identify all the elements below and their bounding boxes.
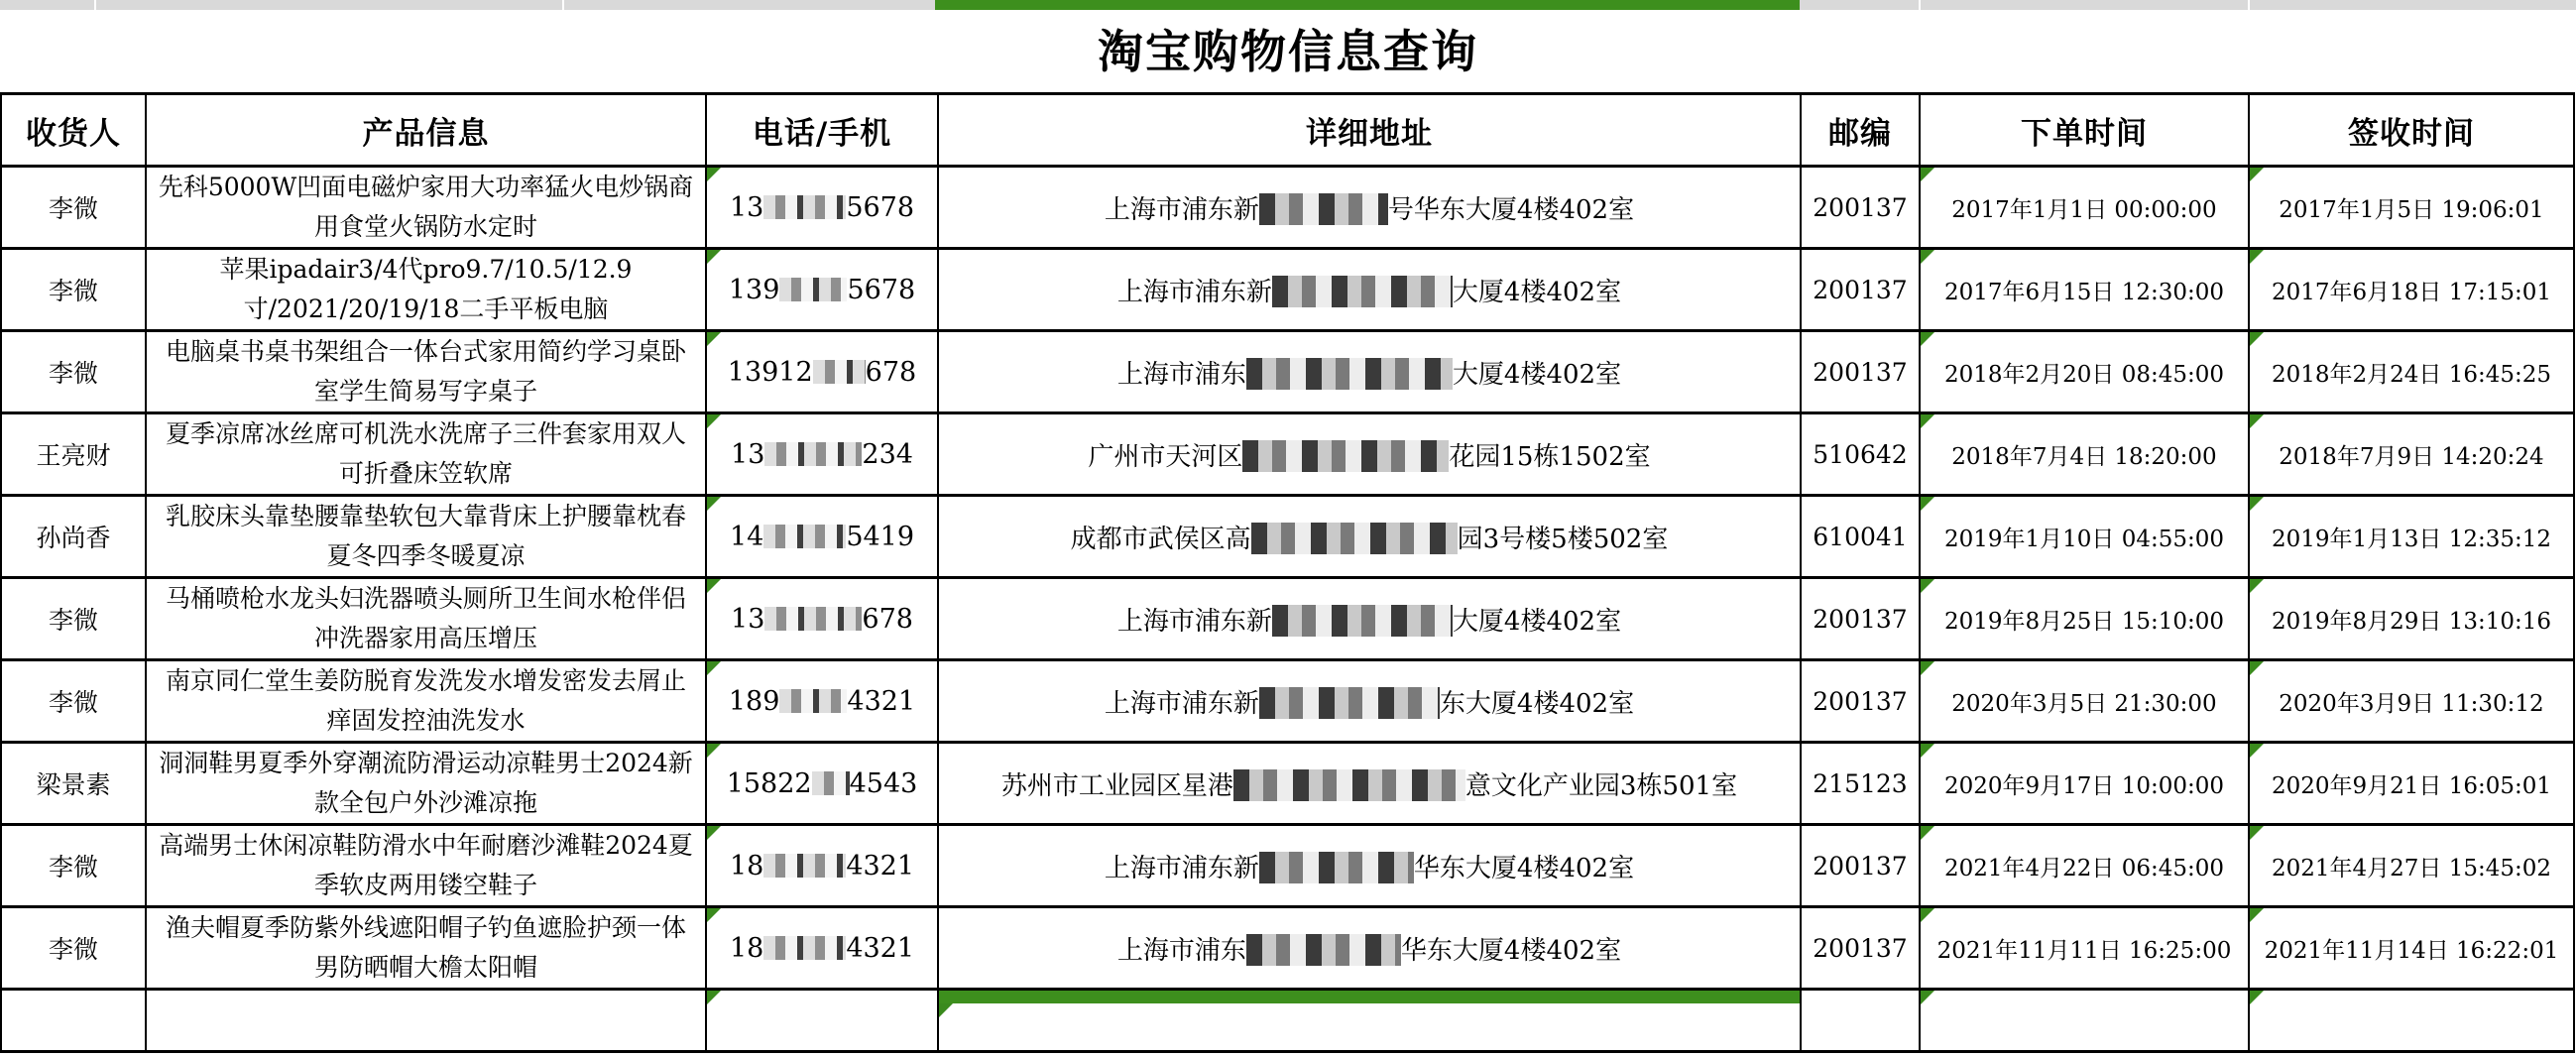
cell-text: 2018年7月9日 14:20:24 — [2279, 443, 2544, 470]
cell-address[interactable] — [938, 743, 1801, 825]
redaction-mosaic — [1259, 852, 1414, 883]
cell-phone[interactable] — [706, 496, 938, 578]
cell-order-time[interactable] — [1920, 743, 2249, 825]
cell-empty[interactable] — [146, 990, 706, 1052]
cell-text: 园3号楼5楼502室 — [1457, 524, 1669, 554]
cell-text: 678 — [862, 603, 913, 635]
cell-zip[interactable] — [1801, 578, 1920, 660]
cell-text: 14 — [729, 521, 764, 552]
column-strip-tick — [2248, 0, 2250, 10]
error-indicator-triangle — [2250, 168, 2264, 181]
cell-text: 李微 — [48, 359, 98, 388]
cell-product[interactable] — [146, 167, 706, 249]
cell-order-time[interactable] — [1920, 660, 2249, 743]
cell-empty[interactable] — [2249, 990, 2574, 1052]
spreadsheet-column-strip — [0, 0, 2576, 10]
column-strip-tick — [562, 0, 564, 10]
cell-order-time[interactable] — [1920, 249, 2249, 331]
table-row — [1, 578, 2574, 660]
cell-text: 2017年1月1日 00:00:00 — [1951, 196, 2217, 223]
redaction-mosaic — [1246, 934, 1401, 966]
selected-column-bar — [939, 991, 1800, 1003]
cell-phone[interactable] — [706, 907, 938, 990]
cell-product[interactable] — [146, 578, 706, 660]
col-header-phone[interactable]: 电话/手机 — [706, 94, 938, 167]
cell-address[interactable] — [938, 907, 1801, 990]
cell-text: 2020年9月17日 10:00:00 — [1943, 772, 2225, 799]
cell-phone[interactable] — [706, 167, 938, 249]
cell-text: 李微 — [48, 853, 98, 881]
cell-text: 渔夫帽夏季防紫外线遮阳帽子钓鱼遮脸护颈一体男防晒帽大檐太阳帽 — [165, 913, 686, 982]
cell-text: 18 — [729, 932, 764, 964]
cell-text: 上海市浦东新 — [1104, 853, 1259, 883]
cell-recipient[interactable] — [1, 743, 146, 825]
cell-text: 234 — [862, 438, 913, 470]
cell-product[interactable] — [146, 660, 706, 743]
col-header-product[interactable]: 产品信息 — [146, 94, 706, 167]
cell-address[interactable] — [938, 660, 1801, 743]
cell-text: 5419 — [846, 521, 915, 552]
cell-sign-time[interactable] — [2249, 167, 2574, 249]
cell-text: 大厦4楼402室 — [1452, 359, 1622, 390]
error-indicator-triangle — [707, 332, 721, 346]
error-indicator-triangle — [707, 908, 721, 922]
cell-product[interactable] — [146, 825, 706, 907]
column-strip-tick — [94, 0, 96, 10]
cell-text: 王亮财 — [36, 441, 111, 470]
cell-text: 2021年11月14日 16:22:01 — [2264, 937, 2559, 964]
cell-text: 大厦4楼402室 — [1452, 277, 1622, 307]
cell-empty[interactable] — [938, 990, 1801, 1052]
cell-sign-time[interactable] — [2249, 413, 2574, 496]
cell-text: 18 — [729, 850, 764, 881]
table-row — [1, 825, 2574, 907]
table-row — [1, 496, 2574, 578]
col-header-sign-time[interactable]: 签收时间 — [2249, 94, 2574, 167]
col-header-zip[interactable]: 邮编 — [1801, 94, 1920, 167]
error-indicator-triangle — [1921, 991, 1934, 1004]
cell-recipient[interactable] — [1, 578, 146, 660]
cell-order-time[interactable] — [1920, 496, 2249, 578]
table-row — [1, 167, 2574, 249]
error-indicator-triangle — [2250, 497, 2264, 511]
cell-text: 2020年3月9日 11:30:12 — [2279, 690, 2544, 717]
error-indicator-triangle — [1921, 661, 1934, 675]
cell-address[interactable] — [938, 578, 1801, 660]
cell-text: 510642 — [1813, 439, 1908, 469]
error-indicator-triangle — [2250, 908, 2264, 922]
cell-text: 洞洞鞋男夏季外穿潮流防滑运动凉鞋男士2024新款全包户外沙滩凉拖 — [159, 749, 693, 817]
redaction-mosaic — [763, 525, 846, 548]
table-row — [1, 660, 2574, 743]
cell-text: 上海市浦东新 — [1116, 277, 1272, 307]
error-indicator-triangle — [707, 826, 721, 840]
cell-text: 华东大厦4楼402室 — [1413, 853, 1635, 883]
redaction-mosaic — [812, 771, 850, 795]
cell-product[interactable] — [146, 743, 706, 825]
cell-address[interactable] — [938, 825, 1801, 907]
cell-phone[interactable] — [706, 331, 938, 413]
cell-address[interactable] — [938, 331, 1801, 413]
cell-text: 139 — [728, 274, 780, 305]
cell-empty[interactable] — [1801, 990, 1920, 1052]
cell-sign-time[interactable] — [2249, 907, 2574, 990]
error-indicator-triangle — [2250, 332, 2264, 346]
cell-text: 乳胶床头靠垫腰靠垫软包大靠背床上护腰靠枕春夏冬四季冬暖夏凉 — [165, 502, 686, 570]
col-header-address[interactable]: 详细地址 — [938, 94, 1801, 167]
redaction-mosaic — [763, 854, 846, 878]
cell-text: 15822 — [726, 767, 812, 799]
cell-text: 苏州市工业园区星港 — [1000, 770, 1233, 801]
cell-text: 13 — [729, 191, 764, 223]
cell-text: 5678 — [846, 191, 915, 223]
redaction-mosaic — [763, 936, 846, 960]
cell-sign-time[interactable] — [2249, 578, 2574, 660]
cell-text: 200137 — [1813, 686, 1908, 716]
error-indicator-triangle — [1921, 168, 1934, 181]
cell-text: 2018年7月4日 18:20:00 — [1951, 443, 2217, 470]
cell-text: 广州市天河区 — [1088, 441, 1243, 472]
cell-text: 200137 — [1813, 275, 1908, 304]
cell-text: 高端男士休闲凉鞋防滑水中年耐磨沙滩鞋2024夏季软皮两用镂空鞋子 — [159, 831, 693, 899]
cell-sign-time[interactable] — [2249, 825, 2574, 907]
cell-order-time[interactable] — [1920, 167, 2249, 249]
cell-order-time[interactable] — [1920, 907, 2249, 990]
cell-address[interactable] — [938, 167, 1801, 249]
cell-text: 华东大厦4楼402室 — [1400, 935, 1622, 966]
error-indicator-triangle — [1921, 579, 1934, 593]
cell-text: 号华东大厦4楼402室 — [1387, 194, 1635, 225]
redaction-mosaic — [1246, 358, 1453, 390]
cell-product[interactable] — [146, 907, 706, 990]
cell-product[interactable] — [146, 413, 706, 496]
redaction-mosaic — [1259, 193, 1388, 225]
cell-text: 4321 — [846, 932, 915, 964]
cell-zip[interactable] — [1801, 331, 1920, 413]
orders-table — [0, 92, 2575, 1053]
cell-zip[interactable] — [1801, 167, 1920, 249]
cell-order-time[interactable] — [1920, 413, 2249, 496]
cell-product[interactable] — [146, 249, 706, 331]
cell-text: 2017年1月5日 19:06:01 — [2279, 196, 2544, 223]
cell-address[interactable] — [938, 249, 1801, 331]
redaction-mosaic — [1251, 523, 1458, 554]
cell-empty[interactable] — [706, 990, 938, 1052]
cell-text: 2019年8月29日 13:10:16 — [2271, 608, 2552, 635]
cell-recipient[interactable] — [1, 413, 146, 496]
cell-recipient[interactable] — [1, 167, 146, 249]
cell-product[interactable] — [146, 496, 706, 578]
cell-zip[interactable] — [1801, 413, 1920, 496]
cell-text: 意文化产业园3栋501室 — [1464, 770, 1738, 801]
cell-order-time[interactable] — [1920, 578, 2249, 660]
cell-text: 夏季凉席冰丝席可机洗水洗席子三件套家用双人可折叠床笠软席 — [165, 419, 686, 488]
error-indicator-triangle — [1921, 744, 1934, 758]
cell-text: 4543 — [849, 767, 918, 799]
cell-text: 13 — [731, 438, 765, 470]
cell-recipient[interactable] — [1, 825, 146, 907]
cell-text: 200137 — [1813, 357, 1908, 387]
cell-text: 2020年9月21日 16:05:01 — [2271, 772, 2552, 799]
column-strip-tick — [1919, 0, 1921, 10]
cell-text: 李微 — [48, 688, 98, 717]
cell-phone[interactable] — [706, 249, 938, 331]
cell-text: 电脑桌书桌书架组合一体台式家用简约学习桌卧室学生简易写字桌子 — [165, 337, 686, 406]
col-header-order-time[interactable]: 下单时间 — [1920, 94, 2249, 167]
partial-row — [1, 990, 2574, 1052]
redaction-mosaic — [1272, 605, 1453, 637]
error-indicator-triangle — [707, 744, 721, 758]
cell-text: 李微 — [48, 606, 98, 635]
cell-text: 2021年4月27日 15:45:02 — [2271, 855, 2552, 881]
cell-text: 上海市浦东新 — [1116, 606, 1272, 637]
error-indicator-triangle — [1921, 414, 1934, 428]
table-row — [1, 249, 2574, 331]
table-row — [1, 743, 2574, 825]
cell-text: 200137 — [1813, 192, 1908, 222]
cell-text: 200137 — [1813, 851, 1908, 881]
error-indicator-triangle — [2250, 579, 2264, 593]
error-indicator-triangle — [939, 1003, 953, 1017]
cell-zip[interactable] — [1801, 496, 1920, 578]
cell-text: 2017年6月15日 12:30:00 — [1943, 279, 2225, 305]
cell-recipient[interactable] — [1, 907, 146, 990]
error-indicator-triangle — [707, 497, 721, 511]
cell-order-time[interactable] — [1920, 331, 2249, 413]
cell-sign-time[interactable] — [2249, 743, 2574, 825]
cell-text: 上海市浦东 — [1116, 935, 1246, 966]
cell-text: 200137 — [1813, 933, 1908, 963]
cell-recipient[interactable] — [1, 249, 146, 331]
cell-text: 大厦4楼402室 — [1452, 606, 1622, 637]
cell-recipient[interactable] — [1, 660, 146, 743]
cell-sign-time[interactable] — [2249, 331, 2574, 413]
col-header-recipient[interactable]: 收货人 — [1, 94, 146, 167]
error-indicator-triangle — [2250, 250, 2264, 264]
cell-text: 南京同仁堂生姜防脱育发洗发水增发密发去屑止痒固发控油洗发水 — [165, 666, 686, 735]
error-indicator-triangle — [707, 168, 721, 181]
cell-phone[interactable] — [706, 413, 938, 496]
selected-column-highlight[interactable] — [935, 0, 1800, 10]
error-indicator-triangle — [1921, 250, 1934, 264]
table-row — [1, 413, 2574, 496]
redaction-mosaic — [1272, 276, 1453, 307]
redaction-mosaic — [763, 195, 846, 219]
cell-text: 610041 — [1813, 522, 1908, 551]
cell-phone[interactable] — [706, 743, 938, 825]
cell-text: 李微 — [48, 935, 98, 964]
error-indicator-triangle — [2250, 744, 2264, 758]
cell-text: 花园15栋1502室 — [1449, 441, 1651, 472]
cell-order-time[interactable] — [1920, 825, 2249, 907]
cell-text: 13912 — [727, 356, 813, 388]
cell-zip[interactable] — [1801, 660, 1920, 743]
redaction-mosaic — [779, 278, 847, 301]
cell-text: 2018年2月24日 16:45:25 — [2271, 361, 2552, 388]
cell-sign-time[interactable] — [2249, 660, 2574, 743]
cell-text: 上海市浦东新 — [1104, 688, 1259, 719]
error-indicator-triangle — [707, 414, 721, 428]
error-indicator-triangle — [1921, 332, 1934, 346]
error-indicator-triangle — [1921, 826, 1934, 840]
cell-phone[interactable] — [706, 660, 938, 743]
cell-text: 2018年2月20日 08:45:00 — [1943, 361, 2225, 388]
cell-text: 上海市浦东新 — [1104, 194, 1259, 225]
error-indicator-triangle — [707, 991, 721, 1004]
redaction-mosaic — [1233, 769, 1465, 801]
cell-text: 2021年4月22日 06:45:00 — [1943, 855, 2225, 881]
cell-text: 2019年8月25日 15:10:00 — [1943, 608, 2225, 635]
cell-text: 2019年1月13日 12:35:12 — [2271, 526, 2552, 552]
error-indicator-triangle — [2250, 414, 2264, 428]
cell-text: 13 — [731, 603, 765, 635]
cell-text: 成都市武侯区高 — [1070, 524, 1251, 554]
error-indicator-triangle — [707, 579, 721, 593]
cell-text: 上海市浦东 — [1116, 359, 1246, 390]
cell-zip[interactable] — [1801, 249, 1920, 331]
redaction-mosaic — [1242, 440, 1449, 472]
cell-text: 孙尚香 — [36, 524, 111, 552]
cell-recipient[interactable] — [1, 496, 146, 578]
cell-text: 2019年1月10日 04:55:00 — [1943, 526, 2225, 552]
error-indicator-triangle — [1921, 908, 1934, 922]
cell-product[interactable] — [146, 331, 706, 413]
error-indicator-triangle — [2250, 826, 2264, 840]
error-indicator-triangle — [2250, 991, 2264, 1004]
cell-text: 马桶喷枪水龙头妇洗器喷头厕所卫生间水枪伴侣冲洗器家用高压增压 — [165, 584, 686, 652]
redaction-mosaic — [813, 360, 866, 384]
redaction-mosaic — [1259, 687, 1440, 719]
cell-phone[interactable] — [706, 825, 938, 907]
redaction-mosaic — [779, 689, 847, 713]
cell-text: 678 — [865, 356, 917, 388]
cell-address[interactable] — [938, 496, 1801, 578]
cell-text: 李微 — [48, 277, 98, 305]
cell-sign-time[interactable] — [2249, 496, 2574, 578]
error-indicator-triangle — [1921, 497, 1934, 511]
error-indicator-triangle — [707, 250, 721, 264]
cell-text: 2020年3月5日 21:30:00 — [1951, 690, 2217, 717]
cell-zip[interactable] — [1801, 825, 1920, 907]
cell-recipient[interactable] — [1, 331, 146, 413]
cell-phone[interactable] — [706, 578, 938, 660]
error-indicator-triangle — [707, 661, 721, 675]
cell-text: 梁景素 — [36, 770, 111, 799]
cell-text: 苹果ipadair3/4代pro9.7/10.5/12.9寸/2021/20/19/18二手平板电脑 — [219, 255, 633, 323]
page-title: 淘宝购物信息查询 — [1098, 25, 1478, 78]
cell-zip[interactable] — [1801, 743, 1920, 825]
cell-text: 2017年6月18日 17:15:01 — [2271, 279, 2552, 305]
cell-text: 2021年11月11日 16:25:00 — [1936, 937, 2232, 964]
cell-zip[interactable] — [1801, 907, 1920, 990]
cell-text: 4321 — [847, 685, 916, 717]
cell-empty[interactable] — [1920, 990, 2249, 1052]
table-row — [1, 907, 2574, 990]
cell-text: 200137 — [1813, 604, 1908, 634]
cell-text: 先科5000W凹面电磁炉家用大功率猛火电炒锅商用食堂火锅防水定时 — [158, 173, 694, 241]
redaction-mosaic — [764, 442, 862, 466]
redaction-mosaic — [764, 607, 862, 631]
cell-text: 5678 — [847, 274, 916, 305]
table-row — [1, 331, 2574, 413]
header-row — [1, 94, 2574, 167]
cell-address[interactable] — [938, 413, 1801, 496]
cell-empty[interactable] — [1, 990, 146, 1052]
error-indicator-triangle — [2250, 661, 2264, 675]
cell-text: 4321 — [846, 850, 915, 881]
cell-sign-time[interactable] — [2249, 249, 2574, 331]
cell-text: 李微 — [48, 194, 98, 223]
cell-text: 215123 — [1813, 768, 1908, 798]
cell-text: 189 — [728, 685, 780, 717]
cell-text: 东大厦4楼402室 — [1439, 688, 1635, 719]
